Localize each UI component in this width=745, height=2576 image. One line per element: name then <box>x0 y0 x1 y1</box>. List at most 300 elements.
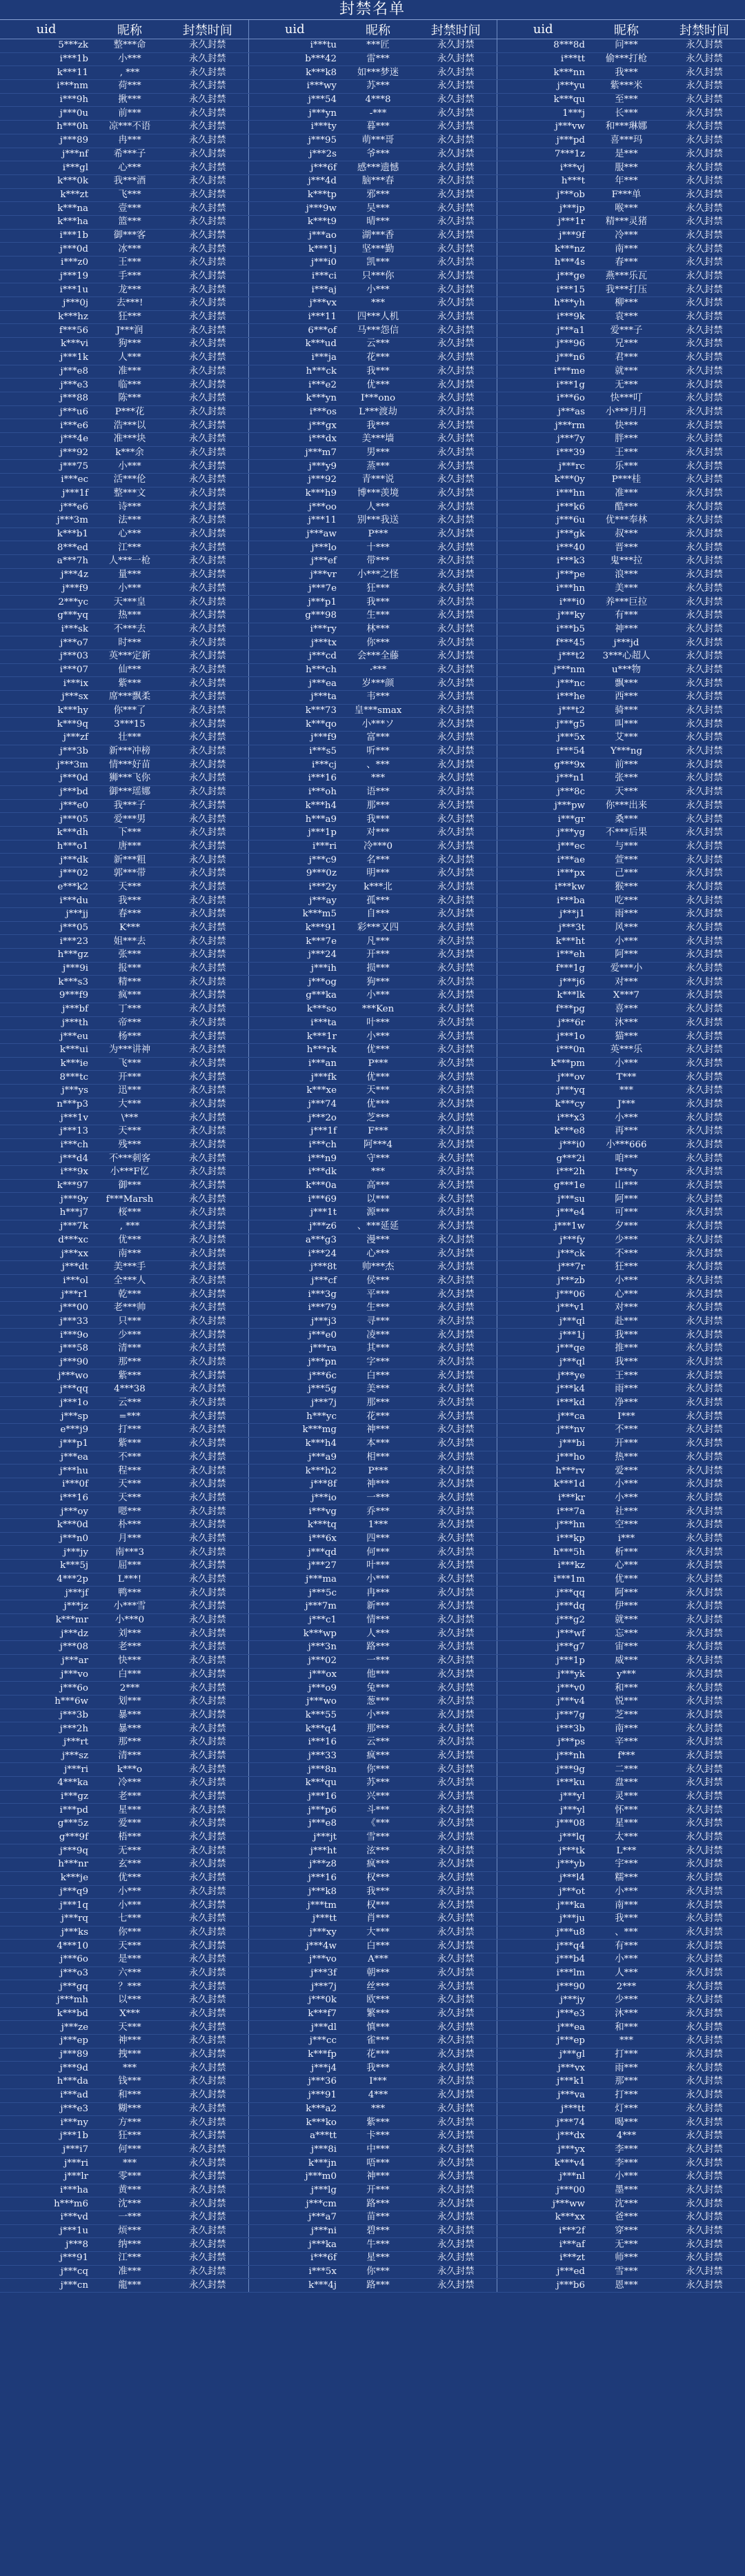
ban-time-cell: 永久封禁 <box>664 623 745 636</box>
table-row <box>0 121 745 134</box>
ban-time-cell: 永久封禁 <box>664 474 745 487</box>
uid-cell: i***k3 <box>497 555 589 569</box>
ban-time-cell: 永久封禁 <box>167 460 248 474</box>
nickname-cell: 穿*** <box>589 2224 664 2238</box>
nickname-cell: 龍*** <box>92 2279 167 2293</box>
nickname-cell: 冷*** <box>589 229 664 243</box>
uid-cell: j***92 <box>248 474 341 487</box>
uid-cell: j***cn <box>0 2279 92 2293</box>
header-ban-time: 封禁时间 <box>664 20 745 39</box>
uid-cell: k***ud <box>248 338 341 352</box>
uid-cell: j***88 <box>0 392 92 405</box>
uid-cell: j***8f <box>248 1478 341 1491</box>
nickname-cell: 叫*** <box>589 718 664 732</box>
nickname-cell: 活***伦 <box>92 474 167 487</box>
ban-time-cell: 永久封禁 <box>167 1342 248 1356</box>
ban-time-cell: 永久封禁 <box>664 1532 745 1546</box>
table-row <box>0 704 745 718</box>
ban-time-cell: 永久封禁 <box>167 1207 248 1220</box>
ban-time-cell: 永久封禁 <box>664 1587 745 1600</box>
ban-time-cell: 永久封禁 <box>664 908 745 922</box>
uid-cell: j***dt <box>0 1260 92 1274</box>
ban-time-cell: 永久封禁 <box>415 1369 497 1383</box>
header-ban-time: 封禁时间 <box>415 20 497 39</box>
uid-cell: i***he <box>497 691 589 705</box>
nickname-cell: f***Marsh <box>92 1193 167 1207</box>
uid-cell: i***ku <box>497 1777 589 1791</box>
uid-cell: j***ed <box>497 2265 589 2279</box>
nickname-cell: 小*** <box>92 582 167 596</box>
nickname-cell: 花*** <box>341 351 415 365</box>
ban-time-cell: 永久封禁 <box>415 976 497 989</box>
nickname-cell: u***物 <box>589 663 664 677</box>
uid-cell: j***b6 <box>497 2279 589 2293</box>
ban-time-cell: 永久封禁 <box>415 1003 497 1016</box>
uid-cell: i***kz <box>497 1560 589 1573</box>
ban-time-cell: 永久封禁 <box>664 1790 745 1804</box>
ban-time-cell: 永久封禁 <box>664 2075 745 2089</box>
nickname-cell: k***余 <box>92 446 167 460</box>
nickname-cell: 精***灵猪 <box>589 215 664 229</box>
nickname-cell: 王*** <box>589 446 664 460</box>
table-row <box>0 1654 745 1668</box>
table-row <box>0 1560 745 1573</box>
table-row <box>0 161 745 175</box>
nickname-cell: 雪*** <box>341 1831 415 1844</box>
uid-cell: i***lm <box>497 1966 589 1980</box>
uid-cell: j***27 <box>248 1560 341 1573</box>
ban-time-cell: 永久封禁 <box>664 1749 745 1763</box>
ban-time-cell: 永久封禁 <box>167 826 248 840</box>
ban-time-cell: 永久封禁 <box>167 609 248 623</box>
nickname-cell: 神*** <box>589 623 664 636</box>
uid-cell: j***i0 <box>497 1138 589 1152</box>
uid-cell: i***1b <box>0 52 92 66</box>
ban-time-cell: 永久封禁 <box>415 1342 497 1356</box>
nickname-cell: 暮*** <box>341 121 415 134</box>
ban-time-cell: 永久封禁 <box>415 93 497 107</box>
ban-time-cell: 永久封禁 <box>167 813 248 827</box>
table-row <box>0 1518 745 1532</box>
nickname-cell: 大*** <box>341 1926 415 1940</box>
uid-cell: j***j4 <box>248 2062 341 2075</box>
uid-cell: j***n1 <box>497 772 589 786</box>
ban-time-cell: 永久封禁 <box>167 1573 248 1587</box>
uid-cell: i***cj <box>248 758 341 772</box>
ban-time-cell: 永久封禁 <box>664 636 745 650</box>
ban-time-cell: 永久封禁 <box>664 1234 745 1247</box>
table-row <box>0 732 745 745</box>
uid-cell: j***yl <box>497 1790 589 1804</box>
ban-time-cell: 永久封禁 <box>664 1505 745 1519</box>
nickname-cell: 爱*** <box>92 1818 167 1831</box>
ban-time-cell: 永久封禁 <box>167 1301 248 1315</box>
ban-time-cell: 永久封禁 <box>167 297 248 311</box>
nickname-cell: 小*** <box>589 1111 664 1125</box>
nickname-cell: 路*** <box>341 1641 415 1655</box>
ban-time-cell: 永久封禁 <box>664 1098 745 1111</box>
nickname-cell: 烦*** <box>92 2224 167 2238</box>
nickname-cell: 陈*** <box>92 392 167 405</box>
uid-cell: j***qq <box>0 1383 92 1397</box>
nickname-cell: 叶*** <box>341 1560 415 1573</box>
uid-cell: j***95 <box>248 134 341 148</box>
ban-time-cell: 永久封禁 <box>167 745 248 758</box>
uid-cell: i***0n <box>497 1043 589 1057</box>
nickname-cell: *** <box>341 1166 415 1180</box>
uid-cell: 8***ed <box>0 541 92 555</box>
ban-time-cell: 永久封禁 <box>664 2211 745 2225</box>
ban-time-cell: 永久封禁 <box>167 1722 248 1736</box>
table-row <box>0 2102 745 2116</box>
uid-cell: j***11 <box>248 514 341 528</box>
uid-cell: j***16 <box>248 1790 341 1804</box>
ban-time-cell: 永久封禁 <box>415 188 497 202</box>
ban-time-cell: 永久封禁 <box>664 1329 745 1342</box>
ban-time-cell: 永久封禁 <box>664 758 745 772</box>
ban-time-cell: 永久封禁 <box>415 283 497 297</box>
nickname-cell: 白*** <box>341 1940 415 1953</box>
nickname-cell: 小***F忆 <box>92 1166 167 1180</box>
ban-time-cell: 永久封禁 <box>664 704 745 718</box>
nickname-cell: 浩***以 <box>92 419 167 433</box>
ban-time-cell: 永久封禁 <box>664 392 745 405</box>
uid-cell: k***0k <box>0 174 92 188</box>
ban-time-cell: 永久封禁 <box>664 351 745 365</box>
ban-time-cell: 永久封禁 <box>664 1600 745 1614</box>
header-uid: uid <box>497 20 589 39</box>
table-row <box>0 2265 745 2279</box>
nickname-cell: 是*** <box>92 1953 167 1966</box>
ban-time-cell: 永久封禁 <box>664 785 745 799</box>
uid-cell: j***ef <box>248 555 341 569</box>
ban-time-cell: 永久封禁 <box>415 392 497 405</box>
ban-time-cell: 永久封禁 <box>167 270 248 283</box>
nickname-cell: 我*** <box>341 813 415 827</box>
nickname-cell: 方*** <box>92 2116 167 2130</box>
nickname-cell: 王*** <box>589 1369 664 1383</box>
uid-cell: j***9i <box>0 962 92 976</box>
ban-time-cell: 永久封禁 <box>415 1546 497 1560</box>
uid-cell: k***55 <box>248 1709 341 1722</box>
nickname-cell: 十*** <box>341 541 415 555</box>
ban-time-cell: 永久封禁 <box>664 1818 745 1831</box>
table-row <box>0 1613 745 1627</box>
table-row <box>0 2157 745 2171</box>
nickname-cell: 小*** <box>341 1709 415 1722</box>
nickname-cell: I***ono <box>341 392 415 405</box>
uid-cell: j***06 <box>497 1288 589 1302</box>
uid-cell: j***tt <box>497 2102 589 2116</box>
uid-cell: j***v4 <box>497 1695 589 1709</box>
ban-time-cell: 永久封禁 <box>664 1695 745 1709</box>
uid-cell: j***wf <box>497 1627 589 1641</box>
nickname-cell: 手*** <box>92 270 167 283</box>
ban-time-cell: 永久封禁 <box>415 243 497 256</box>
uid-cell: j***wo <box>0 1369 92 1383</box>
nickname-cell: 准*** <box>92 2265 167 2279</box>
ban-time-cell: 永久封禁 <box>167 1424 248 1438</box>
ban-time-cell: 永久封禁 <box>167 148 248 161</box>
nickname-cell: 3***心超人 <box>589 650 664 663</box>
nickname-cell: 小*** <box>589 1953 664 1966</box>
ban-time-cell: 永久封禁 <box>415 1668 497 1682</box>
uid-cell: h***4s <box>497 256 589 270</box>
nickname-cell: 情*** <box>341 1613 415 1627</box>
uid-cell: j***y9 <box>248 460 341 474</box>
uid-cell: j***7e <box>248 582 341 596</box>
nickname-cell: 至*** <box>589 93 664 107</box>
uid-cell: j***fy <box>497 1234 589 1247</box>
ban-time-cell: 永久封禁 <box>167 1912 248 1926</box>
nickname-cell: 钱*** <box>92 2075 167 2089</box>
ban-time-cell: 永久封禁 <box>415 1994 497 2008</box>
nickname-cell: 萱*** <box>589 854 664 867</box>
ban-time-cell: 永久封禁 <box>664 1885 745 1899</box>
ban-time-cell: 永久封禁 <box>167 1179 248 1193</box>
uid-cell: j***5c <box>248 1587 341 1600</box>
ban-time-cell: 永久封禁 <box>664 1899 745 1913</box>
ban-time-cell: 永久封禁 <box>664 1858 745 1872</box>
ban-time-cell: 永久封禁 <box>415 39 497 53</box>
table-row <box>0 1844 745 1858</box>
uid-cell: i***9h <box>0 93 92 107</box>
ban-time-cell: 永久封禁 <box>167 1885 248 1899</box>
ban-time-cell: 永久封禁 <box>167 1613 248 1627</box>
uid-cell: j***ta <box>248 691 341 705</box>
ban-time-cell: 永久封禁 <box>415 758 497 772</box>
uid-cell: h***rv <box>497 1465 589 1478</box>
nickname-cell: 紫*** <box>92 1369 167 1383</box>
nickname-cell: 我*** <box>589 1329 664 1342</box>
ban-time-cell: 永久封禁 <box>415 2143 497 2157</box>
ban-time-cell: 永久封禁 <box>167 2197 248 2211</box>
uid-cell: j***t2 <box>497 650 589 663</box>
ban-time-cell: 永久封禁 <box>415 215 497 229</box>
uid-cell: j***1j <box>497 1329 589 1342</box>
nickname-cell: 英***定新 <box>92 650 167 663</box>
ban-time-cell: 永久封禁 <box>415 1953 497 1966</box>
uid-cell: j***gk <box>497 527 589 541</box>
ban-time-cell: 永久封禁 <box>664 650 745 663</box>
nickname-cell: 小*** <box>341 1573 415 1587</box>
ban-time-cell: 永久封禁 <box>664 1193 745 1207</box>
ban-time-cell: 永久封禁 <box>167 1844 248 1858</box>
ban-time-cell: 永久封禁 <box>167 1138 248 1152</box>
uid-cell: k***1j <box>248 243 341 256</box>
ban-time-cell: 永久封禁 <box>664 949 745 963</box>
nickname-cell: 年*** <box>589 174 664 188</box>
uid-cell: j***92 <box>0 446 92 460</box>
nickname-cell: 胖*** <box>589 432 664 446</box>
ban-time-cell: 永久封禁 <box>415 351 497 365</box>
nickname-cell: 社*** <box>589 1505 664 1519</box>
table-row <box>0 718 745 732</box>
ban-time-cell: 永久封禁 <box>415 1804 497 1818</box>
uid-cell: j***ep <box>0 2035 92 2049</box>
uid-cell: j***l4 <box>497 1871 589 1885</box>
uid-cell: j***8 <box>0 2238 92 2252</box>
ban-time-cell: 永久封禁 <box>664 107 745 121</box>
nickname-cell: 壮*** <box>92 732 167 745</box>
uid-cell: j***96 <box>497 338 589 352</box>
uid-cell: k***yn <box>248 392 341 405</box>
ban-time-cell: 永久封禁 <box>664 2238 745 2252</box>
nickname-cell: 沈*** <box>589 2197 664 2211</box>
uid-cell: j***hn <box>497 1518 589 1532</box>
nickname-cell: 老***帅 <box>92 1301 167 1315</box>
ban-time-cell: 永久封禁 <box>167 1505 248 1519</box>
table-row <box>0 1030 745 1044</box>
nickname-cell: 不*** <box>589 1424 664 1438</box>
uid-cell: j***ye <box>497 1369 589 1383</box>
uid-cell: j***16 <box>248 1871 341 1885</box>
table-row <box>0 854 745 867</box>
nickname-cell: 小***666 <box>589 1138 664 1152</box>
uid-cell: k***h4 <box>248 1437 341 1451</box>
nickname-cell: 快***叮 <box>589 392 664 405</box>
ban-time-cell: 永久封禁 <box>664 1084 745 1098</box>
uid-cell: i***0f <box>0 1478 92 1491</box>
ban-time-cell: 永久封禁 <box>415 1491 497 1505</box>
nickname-cell: P*** <box>341 1057 415 1071</box>
ban-time-cell: 永久封禁 <box>664 1926 745 1940</box>
ban-time-cell: 永久封禁 <box>415 121 497 134</box>
ban-time-cell: 永久封禁 <box>167 1749 248 1763</box>
ban-time-cell: 永久封禁 <box>415 908 497 922</box>
ban-time-cell: 永久封禁 <box>415 894 497 908</box>
uid-cell: k***k8 <box>248 66 341 80</box>
uid-cell: k***zt <box>0 188 92 202</box>
ban-time-cell: 永久封禁 <box>664 2129 745 2143</box>
ban-time-cell: 永久封禁 <box>664 596 745 610</box>
ban-time-cell: 永久封禁 <box>415 1560 497 1573</box>
uid-cell: j***ob <box>497 188 589 202</box>
uid-cell: j***sx <box>0 691 92 705</box>
nickname-cell: 宙*** <box>589 1641 664 1655</box>
nickname-cell: 我***打压 <box>589 283 664 297</box>
ban-time-cell: 永久封禁 <box>167 2075 248 2089</box>
nickname-cell: X***7 <box>589 989 664 1003</box>
ban-time-cell: 永久封禁 <box>415 623 497 636</box>
uid-cell: j***rm <box>497 419 589 433</box>
nickname-cell: 天***皇 <box>92 596 167 610</box>
uid-cell: i***6x <box>248 1532 341 1546</box>
ban-time-cell: 永久封禁 <box>664 2224 745 2238</box>
nickname-cell: 南*** <box>92 1247 167 1261</box>
uid-cell: j***cf <box>248 1274 341 1288</box>
ban-time-cell: 永久封禁 <box>664 1804 745 1818</box>
uid-cell: j***0k <box>248 1994 341 2008</box>
uid-cell: j***ni <box>248 2224 341 2238</box>
uid-cell: e***j9 <box>0 1424 92 1438</box>
ban-time-cell: 永久封禁 <box>415 1234 497 1247</box>
ban-time-cell: 永久封禁 <box>167 1953 248 1966</box>
ban-time-cell: 永久封禁 <box>167 1410 248 1424</box>
table-row <box>0 881 745 894</box>
ban-time-cell: 永久封禁 <box>415 80 497 94</box>
nickname-cell: 赴*** <box>589 1315 664 1329</box>
nickname-cell: 悦*** <box>589 1695 664 1709</box>
ban-time-cell: 永久封禁 <box>415 1356 497 1369</box>
nickname-cell: 六*** <box>92 1966 167 1980</box>
nickname-cell: =*** <box>92 1410 167 1424</box>
uid-cell: k***t9 <box>248 215 341 229</box>
table-row <box>0 256 745 270</box>
ban-time-cell: 永久封禁 <box>664 1315 745 1329</box>
ban-time-cell: 永久封禁 <box>167 1587 248 1600</box>
ban-time-cell: 永久封禁 <box>664 1179 745 1193</box>
ban-time-cell: 永久封禁 <box>167 379 248 392</box>
nickname-cell: 怀*** <box>589 1804 664 1818</box>
ban-time-cell: 永久封禁 <box>664 1763 745 1777</box>
nickname-cell: 热*** <box>92 609 167 623</box>
ban-time-cell: 永久封禁 <box>664 1220 745 1234</box>
table-row <box>0 758 745 772</box>
uid-cell: j***a7 <box>248 2211 341 2225</box>
ban-time-cell: 永久封禁 <box>664 1342 745 1356</box>
uid-cell: j***7j <box>248 1396 341 1410</box>
uid-cell: j***sz <box>0 1749 92 1763</box>
uid-cell: j***9q <box>0 1844 92 1858</box>
nickname-cell: 小*** <box>589 1274 664 1288</box>
ban-time-cell: 永久封禁 <box>415 1166 497 1180</box>
nickname-cell: 路*** <box>341 2197 415 2211</box>
nickname-cell: 狮***飞你 <box>92 772 167 786</box>
ban-time-cell: 永久封禁 <box>664 2021 745 2035</box>
uid-cell: j***33 <box>248 1749 341 1763</box>
table-row <box>0 66 745 80</box>
table-row <box>0 962 745 976</box>
ban-time-cell: 永久封禁 <box>415 1899 497 1913</box>
nickname-cell: 以*** <box>341 1193 415 1207</box>
ban-time-cell: 永久封禁 <box>415 1125 497 1139</box>
uid-cell: k***9q <box>0 718 92 732</box>
nickname-cell: 大*** <box>92 1098 167 1111</box>
nickname-cell: 只***你 <box>341 270 415 283</box>
nickname-cell: 小*** <box>589 935 664 949</box>
table-row <box>0 2143 745 2157</box>
nickname-cell: 阿***4 <box>341 1138 415 1152</box>
ban-time-cell: 永久封禁 <box>664 1071 745 1085</box>
uid-cell: i***aj <box>248 283 341 297</box>
uid-cell: i***ri <box>248 840 341 854</box>
uid-cell: j***89 <box>0 2048 92 2062</box>
uid-cell: j***pw <box>497 799 589 813</box>
nickname-cell: 不*** <box>92 1451 167 1465</box>
ban-time-cell: 永久封禁 <box>415 989 497 1003</box>
uid-cell: j***qe <box>497 1342 589 1356</box>
uid-cell: j***qd <box>248 1546 341 1560</box>
ban-time-cell: 永久封禁 <box>415 1695 497 1709</box>
nickname-cell: 梧*** <box>92 1831 167 1844</box>
uid-cell: j***ca <box>497 1410 589 1424</box>
ban-time-cell: 永久封禁 <box>664 134 745 148</box>
uid-cell: j***13 <box>0 1125 92 1139</box>
nickname-cell: 你***了 <box>92 704 167 718</box>
ban-time-cell: 永久封禁 <box>167 365 248 379</box>
uid-cell: i***wy <box>248 80 341 94</box>
ban-time-cell: 永久封禁 <box>167 1627 248 1641</box>
ban-time-cell: 永久封禁 <box>415 148 497 161</box>
nickname-cell: Y***ng <box>589 745 664 758</box>
nickname-cell: 小*** <box>92 1885 167 1899</box>
nickname-cell: 会***全藤 <box>341 650 415 663</box>
table-row <box>0 2170 745 2184</box>
uid-cell: g***98 <box>248 609 341 623</box>
uid-cell: h***rk <box>248 1043 341 1057</box>
nickname-cell: 忘*** <box>589 1627 664 1641</box>
